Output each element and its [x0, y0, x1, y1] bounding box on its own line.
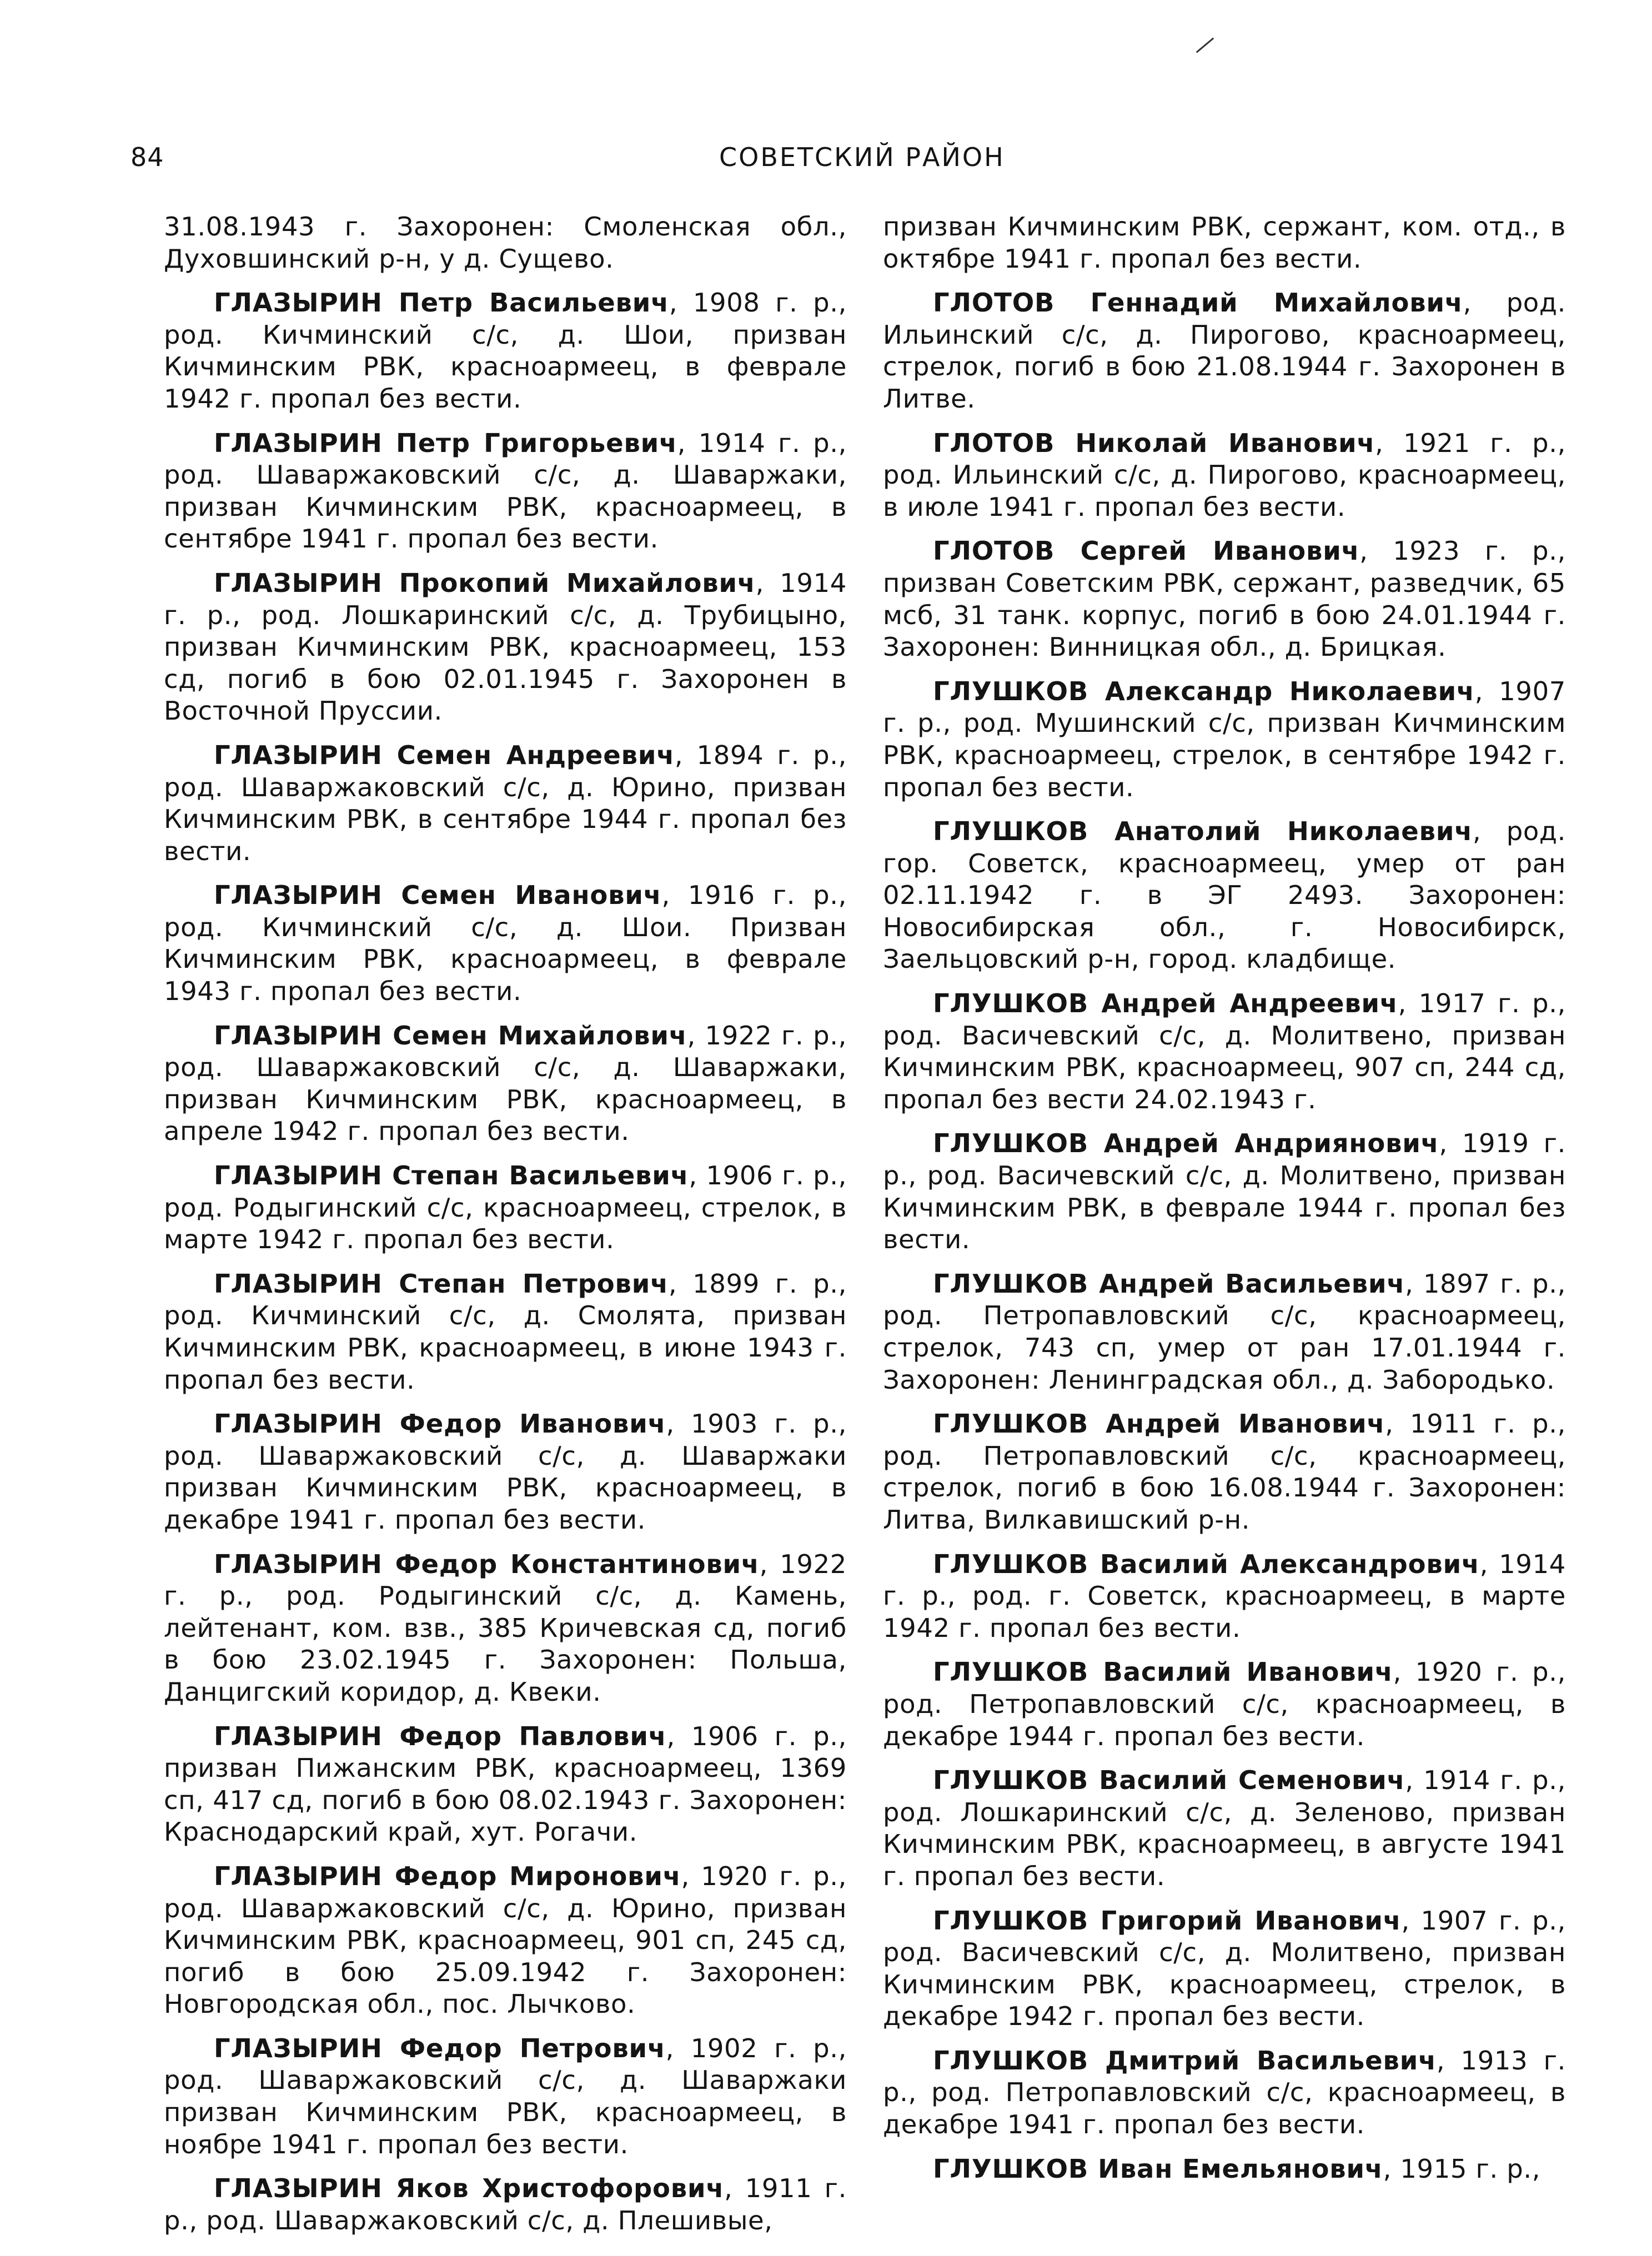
- entry-details: , 1902 г. р., род. Шаваржаковский с/с, д. Шаваржаки призван Кичминским РВК, красноармеец, в ноябре 1941 г. пропал без вести.: [164, 2033, 847, 2159]
- entry-name: ГЛУШКОВ Григорий Иванович: [933, 1905, 1402, 1936]
- register-entry: [883, 535, 1566, 663]
- register-entry: [883, 816, 1566, 976]
- entry-name: ГЛАЗЫРИН Семен Иванович: [214, 880, 662, 911]
- scan-speck: [1196, 37, 1214, 53]
- register-entry: [164, 1408, 847, 1536]
- entry-name: ГЛУШКОВ Василий Александрович: [933, 1549, 1480, 1579]
- entry-name: ГЛАЗЫРИН Степан Петрович: [214, 1268, 669, 1299]
- running-title: СОВЕТСКИЙ РАЙОН: [719, 142, 1005, 172]
- entry-name: ГЛАЗЫРИН Федор Миронович: [214, 1861, 681, 1891]
- entry-name: ГЛАЗЫРИН Прокопий Михайлович: [214, 567, 756, 598]
- entry-name: ГЛОТОВ Геннадий Михайлович: [933, 288, 1463, 318]
- entry-details: 31.08.1943 г. Захоронен: Смоленская обл., Духовшинский р-н, у д. Сущево.: [164, 212, 847, 274]
- register-entry: [883, 2153, 1566, 2185]
- entry-details: , 1914 г. р., род. Лошкаринский с/с, д. Трубицыно, призван Кичминским РВК, красноармеец, 153 сд, погиб в бою 02.01.1945 г. Захоронен в Восточной Пруссии.: [164, 567, 847, 726]
- entry-details: , 1899 г. р., род. Кичминский с/с, д. Смолята, призван Кичминским РВК, красноармеец, в июне 1943 г. пропал без вести.: [164, 1268, 847, 1395]
- register-entry: [883, 428, 1566, 524]
- entry-name: ГЛУШКОВ Дмитрий Васильевич: [933, 2045, 1437, 2076]
- entry-name: ГЛАЗЫРИН Федор Иванович: [214, 1409, 666, 1439]
- register-entry: [164, 1549, 847, 1709]
- entry-name: ГЛАЗЫРИН Федор Павлович: [214, 1721, 667, 1751]
- register-entry: [883, 211, 1566, 275]
- register-entry: [164, 211, 847, 275]
- entry-name: ГЛУШКОВ Василий Семенович: [933, 1765, 1405, 1796]
- register-entry: [164, 287, 847, 415]
- left-column: [164, 211, 847, 2249]
- entry-name: ГЛАЗЫРИН Петр Васильевич: [214, 288, 669, 318]
- entry-details: призван Кичминским РВК, сержант, ком. отд., в октябре 1941 г. пропал без вести.: [883, 212, 1566, 274]
- register-entry: [164, 428, 847, 555]
- entry-details: , 1920 г. р., род. Шаваржаковский с/с, д. Юрино, призван Кичминским РВК, красноармеец, 901 сп, 245 сд, погиб в бою 25.09.1942 г. Захоронен: Новгородская обл., пос. Лычково.: [164, 1861, 847, 2019]
- entry-name: ГЛАЗЫРИН Федор Петрович: [214, 2033, 666, 2063]
- register-entry: [883, 1549, 1566, 1645]
- entry-details: , 1914 г. р., род. Лошкаринский с/с, д. Зеленово, призван Кичминским РВК, красноармеец, в августе 1941 г. пропал без вести.: [883, 1765, 1566, 1891]
- register-entry: [164, 1020, 847, 1148]
- register-entry: [883, 1268, 1566, 1396]
- entry-details: , 1897 г. р., род. Петропавловский с/с, красноармеец, стрелок, 743 сп, умер от ран 17.01.1944 г. Захоронен: Ленинградская обл., д. Забородько.: [883, 1268, 1566, 1395]
- entry-details: , 1920 г. р., род. Петропавловский с/с, красноармеец, в декабре 1944 г. пропал без вести.: [883, 1657, 1566, 1751]
- entry-details: , 1894 г. р., род. Шаваржаковский с/с, д. Юрино, призван Кичминским РВК, в сентябре 1944 г. пропал без вести.: [164, 740, 847, 866]
- register-entry: [164, 1721, 847, 1848]
- register-entry: [883, 1656, 1566, 1752]
- entry-details: , 1911 г. р., род. Петропавловский с/с, красноармеец, стрелок, погиб в бою 16.08.1944 г. Захоронен: Литва, Вилкавишский р-н.: [883, 1409, 1566, 1535]
- entry-name: ГЛУШКОВ Анатолий Николаевич: [933, 816, 1473, 847]
- register-entry: [883, 2045, 1566, 2141]
- entry-details: , 1916 г. р., род. Кичминский с/с, д. Шои. Призван Кичминским РВК, красноармеец, в феврале 1943 г. пропал без вести.: [164, 880, 847, 1007]
- register-entry: [164, 567, 847, 727]
- entry-details: , 1923 г. р., призван Советским РВК, сержант, разведчик, 65 мсб, 31 танк. корпус, погиб в бою 24.01.1944 г. Захоронен: Винницкая обл., д. Брицкая.: [883, 536, 1566, 662]
- entry-details: , 1914 г. р., род. г. Советск, красноармеец, в марте 1942 г. пропал без вести.: [883, 1549, 1566, 1643]
- entry-name: ГЛАЗЫРИН Семен Андреевич: [214, 740, 675, 770]
- entry-details: , 1908 г. р., род. Кичминский с/с, д. Шои, призван Кичминским РВК, красноармеец, в феврале 1942 г. пропал без вести.: [164, 288, 847, 414]
- entry-details: , 1913 г. р., род. Петропавловский с/с, красноармеец, в декабре 1941 г. пропал без вести.: [883, 2045, 1566, 2140]
- register-entry: [883, 1905, 1566, 2033]
- entry-name: ГЛУШКОВ Василий Иванович: [933, 1657, 1393, 1687]
- register-entry: [883, 988, 1566, 1116]
- entry-name: ГЛУШКОВ Андрей Андриянович: [933, 1128, 1439, 1159]
- register-entry: [164, 740, 847, 867]
- entry-name: ГЛУШКОВ Иван Емельянович: [933, 2153, 1383, 2184]
- entry-name: ГЛАЗЫРИН Семен Михайлович: [214, 1020, 687, 1051]
- register-entry: [883, 676, 1566, 803]
- page-number: 84: [130, 142, 164, 172]
- entry-name: ГЛУШКОВ Александр Николаевич: [933, 676, 1475, 706]
- register-entry: [164, 2033, 847, 2160]
- entry-name: ГЛУШКОВ Андрей Андреевич: [933, 988, 1398, 1019]
- entry-details: , род. гор. Советск, красноармеец, умер от ран 02.11.1942 г. в ЭГ 2493. Захоронен: Новосибирская обл., г. Новосибирск, Заельцовский р-н, город. кладбище.: [883, 816, 1566, 974]
- right-column: [883, 211, 1566, 2197]
- entry-details: , 1922 г. р., род. Шаваржаковский с/с, д. Шаваржаки, призван Кичминским РВК, красноармеец, в апреле 1942 г. пропал без вести.: [164, 1020, 847, 1147]
- entry-details: , 1906 г. р., призван Пижанским РВК, красноармеец, 1369 сп, 417 сд, погиб в бою 08.02.1943 г. Захоронен: Краснодарский край, хут. Рогачи.: [164, 1721, 847, 1847]
- register-entry: [883, 287, 1566, 415]
- register-entry: [883, 1128, 1566, 1255]
- register-entry: [164, 2173, 847, 2237]
- entry-details: , род. Ильинский с/с, д. Пирогово, красноармеец, стрелок, погиб в бою 21.08.1944 г. Захоронен в Литве.: [883, 288, 1566, 414]
- entry-details: , 1907 г. р., род. Мушинский с/с, призван Кичминским РВК, красноармеец, стрелок, в сентябре 1942 г. пропал без вести.: [883, 676, 1566, 802]
- register-entry: [164, 880, 847, 1007]
- entry-name: ГЛАЗЫРИН Яков Христофорович: [214, 2173, 725, 2204]
- entry-name: ГЛАЗЫРИН Петр Григорьевич: [214, 428, 677, 458]
- entry-details: , 1911 г. р., род. Шаваржаковский с/с, д. Плешивые,: [164, 2173, 847, 2235]
- entry-details: , 1914 г. р., род. Шаваржаковский с/с, д. Шаваржаки, призван Кичминским РВК, красноармеец, в сентябре 1941 г. пропал без вести.: [164, 428, 847, 554]
- entry-name: ГЛАЗЫРИН Федор Константинович: [214, 1549, 760, 1579]
- entry-name: ГЛАЗЫРИН Степан Васильевич: [214, 1160, 689, 1191]
- register-entry: [164, 1268, 847, 1396]
- entry-details: , 1903 г. р., род. Шаваржаковский с/с, д. Шаваржаки призван Кичминским РВК, красноармеец, в декабре 1941 г. пропал без вести.: [164, 1409, 847, 1535]
- entry-name: ГЛУШКОВ Андрей Иванович: [933, 1409, 1385, 1439]
- register-entry: [164, 1861, 847, 2021]
- register-entry: [883, 1408, 1566, 1536]
- entry-name: ГЛУШКОВ Андрей Васильевич: [933, 1268, 1405, 1299]
- entry-details: , 1919 г. р., род. Васичевский с/с, д. Молитвено, призван Кичминским РВК, в феврале 1944 г. пропал без вести.: [883, 1128, 1566, 1255]
- entry-details: , 1922 г. р., род. Родыгинский с/с, д. Камень, лейтенант, ком. взв., 385 Кричевская сд, погиб в бою 23.02.1945 г. Захоронен: Польша, Данцигский коридор, д. Квеки.: [164, 1549, 847, 1707]
- entry-details: , 1906 г. р., род. Родыгинский с/с, красноармеец, стрелок, в марте 1942 г. пропал без вести.: [164, 1160, 847, 1255]
- entry-details: , 1907 г. р., род. Васичевский с/с, д. Молитвено, призван Кичминским РВК, красноармеец, стрелок, в декабре 1942 г. пропал без вести.: [883, 1905, 1566, 2032]
- entry-name: ГЛОТОВ Сергей Иванович: [933, 536, 1360, 566]
- entry-name: ГЛОТОВ Николай Иванович: [933, 428, 1375, 458]
- register-entry: [164, 1160, 847, 1256]
- entry-details: , 1921 г. р., род. Ильинский с/с, д. Пирогово, красноармеец, в июле 1941 г. пропал без вести.: [883, 428, 1566, 522]
- page-header: [130, 138, 1558, 177]
- entry-details: , 1917 г. р., род. Васичевский с/с, д. Молитвено, призван Кичминским РВК, красноармеец, 907 сп, 244 сд, пропал без вести 24.02.1943 г.: [883, 988, 1566, 1114]
- register-entry: [883, 1765, 1566, 1892]
- entry-details: , 1915 г. р.,: [1383, 2153, 1541, 2184]
